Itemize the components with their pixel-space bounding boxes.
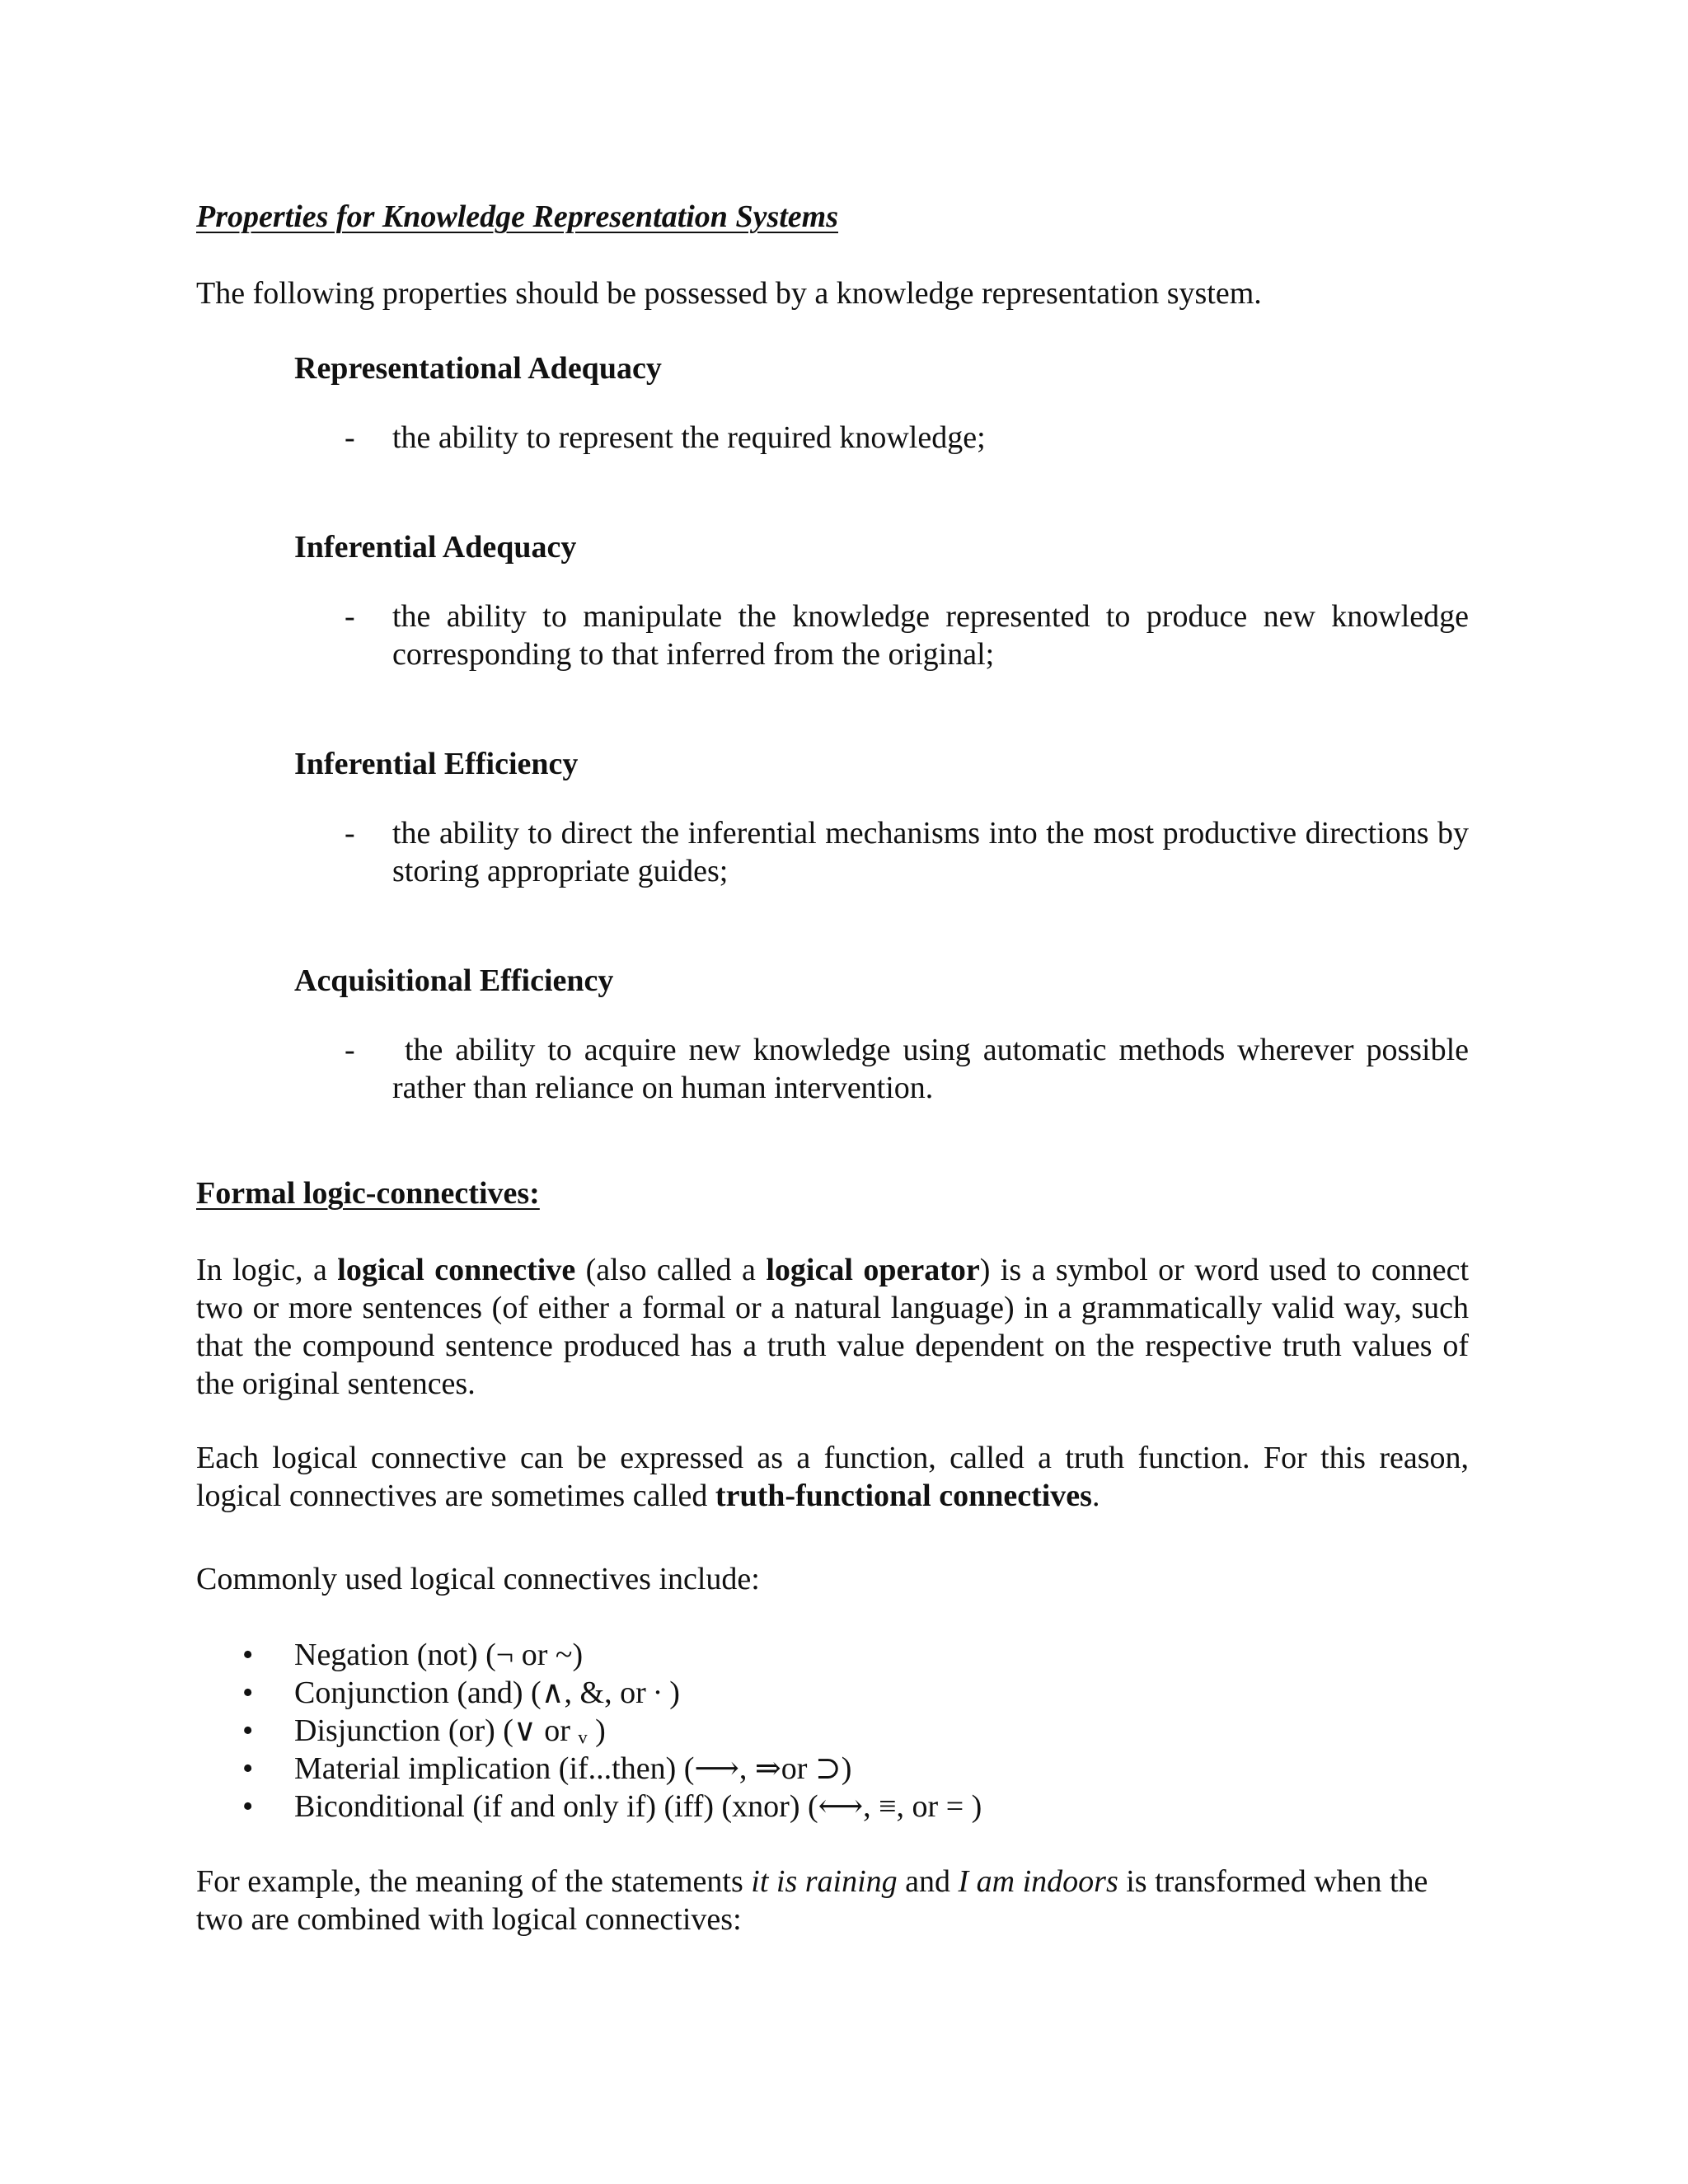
connective-implication: Material implication (if...then) (⟶, ⇒or ⊃) — [294, 1751, 852, 1786]
property-heading-inferential-adequacy: Inferential Adequacy — [294, 530, 577, 565]
connective-negation: Negation (not) (¬ or ~) — [294, 1638, 584, 1672]
connective-conjunction: Conjunction (and) (∧, &, or ∙ ) — [294, 1675, 680, 1710]
property-description: the ability to acquire new knowledge using automatic methods wherever possible rather than reliance on human intervention. — [392, 1033, 1477, 1105]
bold-term: truth-functional connectives — [715, 1479, 1092, 1513]
bullet-icon: • — [242, 1713, 254, 1748]
text-run: is transformed when the two are combined with logical connectives: — [196, 1864, 1428, 1937]
property-heading-inferential-efficiency: Inferential Efficiency — [294, 747, 579, 781]
list-dash: - — [345, 816, 355, 851]
property-heading-representational-adequacy: Representational Adequacy — [294, 351, 662, 386]
property-description: the ability to manipulate the knowledge represented to produce new knowledge corresponding to that inferred from the original; — [392, 599, 1469, 672]
bold-term: logical operator — [766, 1253, 980, 1287]
property-description: the ability to direct the inferential mechanisms into the most productive directions by storing appropriate guides; — [392, 816, 1469, 888]
text-run: and — [897, 1864, 959, 1899]
text-run: (also called a — [575, 1253, 767, 1287]
section-heading: Formal logic-connectives: — [196, 1176, 540, 1211]
text-run: ) is a symbol or word used to connect two or more sentences (of either a formal or a natural language) in a grammatically valid way, such that the compound sentence produced has a truth value dependent on the respective truth values of the original sentences. — [196, 1253, 1470, 1401]
list-item — [196, 1788, 1469, 1825]
example-paragraph — [196, 1863, 1469, 1938]
property-description: the ability to represent the required knowledge; — [392, 420, 986, 455]
connective-biconditional: Biconditional (if and only if) (iff) (xnor) (⟷, ≡, or = ) — [294, 1789, 982, 1824]
italic-statement: it is raining — [751, 1864, 898, 1899]
text-run: For example, the meaning of the statements — [196, 1864, 752, 1899]
bullet-icon: • — [242, 1638, 254, 1672]
italic-statement: I am indoors — [958, 1864, 1118, 1899]
list-item — [196, 1636, 1469, 1674]
list-item — [196, 1674, 1469, 1712]
connective-disjunction: Disjunction (or) (∨ or ᵥ ) — [294, 1713, 606, 1748]
list-item — [196, 1712, 1469, 1750]
list-dash: - — [345, 420, 355, 455]
bullet-icon: • — [242, 1789, 254, 1824]
list-dash: - — [345, 599, 355, 634]
bullet-icon: • — [242, 1675, 254, 1710]
list-item — [196, 1750, 1469, 1788]
logical-connective-definition — [196, 1251, 1469, 1403]
connectives-intro: Commonly used logical connectives include: — [196, 1562, 760, 1596]
list-dash: - — [345, 1033, 355, 1067]
bullet-icon: • — [242, 1751, 254, 1786]
text-run: . — [1091, 1479, 1100, 1513]
text-run: In logic, a — [196, 1253, 338, 1287]
connectives-list — [196, 1636, 1469, 1825]
bold-term: logical connective — [337, 1253, 576, 1287]
intro-paragraph: The following properties should be possessed by a knowledge representation system. — [196, 276, 1262, 311]
text-run: Each logical connective can be expressed as a function, called a truth function. For this reason, logical connectives are sometimes called — [196, 1441, 1469, 1513]
page-title: Properties for Knowledge Representation Systems — [196, 199, 838, 234]
truth-function-paragraph — [196, 1439, 1469, 1515]
property-heading-acquisitional-efficiency: Acquisitional Efficiency — [294, 963, 614, 998]
